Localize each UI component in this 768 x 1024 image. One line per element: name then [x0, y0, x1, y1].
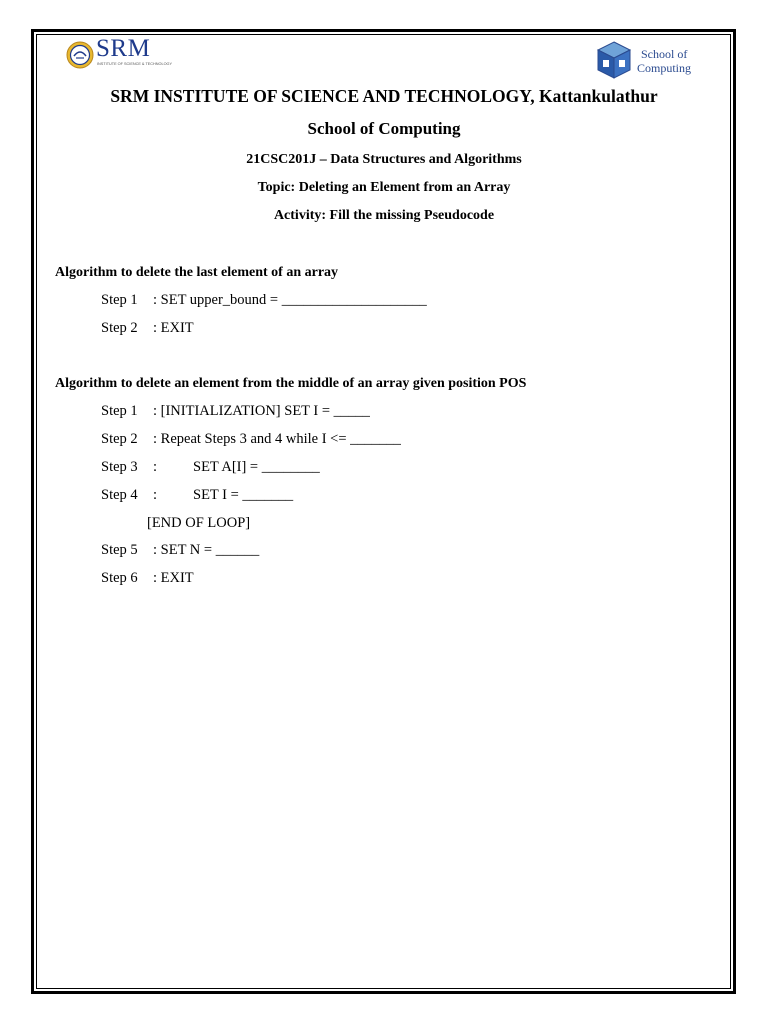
step-label: Step 6: [101, 570, 138, 586]
step-label: Step 1: [101, 292, 138, 308]
step-label: Step 3: [101, 459, 138, 475]
page-border-inner: [36, 34, 731, 989]
step-text: : EXIT: [153, 570, 194, 586]
algorithm2-step: [101, 403, 370, 420]
algorithm2-step: [101, 487, 293, 504]
step-label: Step 4: [101, 487, 138, 503]
activity-title: Activity: Fill the missing Pseudocode: [273, 208, 495, 223]
step-text: : [INITIALIZATION] SET I = _____: [153, 403, 370, 419]
algorithm1-title: Algorithm to delete the last element of an array: [55, 265, 339, 280]
school-title: School of Computing: [307, 119, 461, 138]
school-of-computing-cube-icon: [596, 40, 632, 80]
school-of-computing-logo: [596, 40, 706, 82]
step-text: : SET upper_bound = ____________________: [153, 292, 427, 308]
algorithm2-step: [101, 459, 320, 476]
institute-title: SRM INSTITUTE OF SCIENCE AND TECHNOLOGY, Kattankulathur: [110, 86, 658, 106]
algorithm2-title: Algorithm to delete an element from the middle of an array given position POS: [55, 376, 527, 391]
step-label: Step 1: [101, 403, 138, 419]
step-label: Step 2: [101, 431, 138, 447]
algorithm2-step: [101, 570, 194, 587]
step-text: SET A[I] = ________: [193, 459, 320, 475]
school-of-computing-logo-line2: Computing: [637, 61, 692, 75]
algorithm2-step: [101, 431, 401, 448]
algorithm1-step: [101, 320, 194, 337]
srm-emblem-icon: [66, 41, 94, 69]
step-text: SET I = _______: [193, 487, 294, 503]
srm-subtitle: INSTITUTE OF SCIENCE & TECHNOLOGY: [97, 62, 173, 66]
end-of-loop-marker: [END OF LOOP]: [147, 515, 251, 531]
step-text: : Repeat Steps 3 and 4 while I <= _______: [153, 431, 401, 447]
algorithm1-step: [101, 292, 427, 309]
step-separator: :: [153, 459, 158, 475]
topic-title: Topic: Deleting an Element from an Array: [257, 180, 511, 195]
step-label: Step 2: [101, 320, 138, 336]
course-title: 21CSC201J – Data Structures and Algorithms: [246, 152, 522, 167]
srm-wordmark: SRM: [96, 35, 151, 62]
srm-logo: [64, 35, 180, 74]
step-label: Step 5: [101, 542, 138, 558]
algorithm2-step: [101, 542, 259, 559]
step-text: : SET N = ______: [153, 542, 260, 558]
school-of-computing-logo-line1: School of: [641, 47, 688, 61]
step-separator: :: [153, 487, 158, 503]
step-text: : EXIT: [153, 320, 194, 336]
